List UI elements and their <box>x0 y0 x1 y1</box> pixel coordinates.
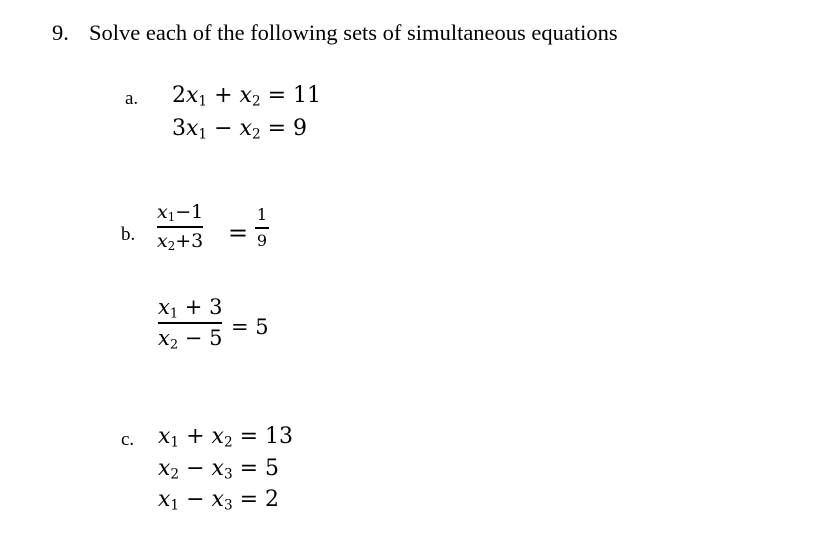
variable: x <box>158 487 171 512</box>
right-hand-side: = 2 <box>232 487 280 512</box>
part-b-fraction-2 <box>158 295 223 352</box>
operator: − <box>179 456 212 481</box>
right-hand-side: = 9 <box>260 116 308 141</box>
right-hand-side: = 13 <box>232 424 294 449</box>
part-b-label: b. <box>121 224 136 245</box>
variable: x <box>158 424 171 449</box>
denominator-rest: − 5 <box>178 325 223 350</box>
operator: − <box>207 116 240 141</box>
question-number: 9. <box>52 20 69 45</box>
subscript: 2 <box>251 93 261 110</box>
variable: x <box>186 83 199 108</box>
variable: x <box>158 295 170 319</box>
equals-sign: = <box>228 219 249 247</box>
variable: x <box>157 201 168 223</box>
part-b-fraction-1 <box>157 203 203 251</box>
variable: x <box>239 83 252 108</box>
variable: x <box>157 229 168 252</box>
denominator <box>157 229 204 253</box>
numerator-rest: + 3 <box>178 295 223 319</box>
variable: x <box>158 456 171 481</box>
variable: x <box>158 325 170 350</box>
operator: + <box>179 424 212 449</box>
numerator <box>157 203 203 222</box>
subscript: 1 <box>170 497 180 514</box>
operator: + <box>207 83 240 108</box>
fraction-bar <box>255 227 269 229</box>
part-c-equation-1 <box>158 424 293 449</box>
coefficient: 2 <box>172 83 186 108</box>
numerator: 1 <box>256 205 268 224</box>
coefficient: 3 <box>172 116 186 141</box>
operator: − <box>179 487 212 512</box>
part-c-equation-3 <box>158 487 279 512</box>
question-prompt: Solve each of the following sets of simultaneous equations <box>89 20 618 45</box>
variable: x <box>211 487 224 512</box>
part-a-equation-2 <box>172 116 307 141</box>
part-c-equation-2 <box>158 456 279 481</box>
denominator <box>158 325 223 352</box>
subscript: 1 <box>169 306 179 322</box>
variable: x <box>239 116 252 141</box>
subscript: 2 <box>251 126 261 143</box>
subscript: 1 <box>170 434 180 451</box>
subscript: 1 <box>167 209 176 224</box>
fraction-bar <box>158 322 222 324</box>
subscript: 2 <box>167 238 176 253</box>
denominator: 9 <box>256 230 268 250</box>
numerator <box>158 295 223 322</box>
part-a-equation-1 <box>172 83 321 108</box>
part-c-label: c. <box>121 429 135 450</box>
part-a-label: a. <box>125 88 139 109</box>
right-hand-side: = 5 <box>232 456 280 481</box>
subscript: 2 <box>169 336 179 352</box>
subscript: 3 <box>223 497 233 514</box>
subscript: 1 <box>198 93 208 110</box>
subscript: 3 <box>223 466 233 483</box>
numerator-rest: −1 <box>175 201 204 223</box>
denominator-rest: +3 <box>175 229 204 252</box>
part-b-rhs-fraction <box>255 207 269 249</box>
variable: x <box>186 116 199 141</box>
subscript: 2 <box>170 466 180 483</box>
subscript: 2 <box>223 434 233 451</box>
fraction-bar <box>157 226 203 228</box>
variable: x <box>211 424 224 449</box>
variable: x <box>211 456 224 481</box>
right-hand-side: = 11 <box>260 83 322 108</box>
part-b-rhs: = 5 <box>231 315 269 339</box>
subscript: 1 <box>198 126 208 143</box>
